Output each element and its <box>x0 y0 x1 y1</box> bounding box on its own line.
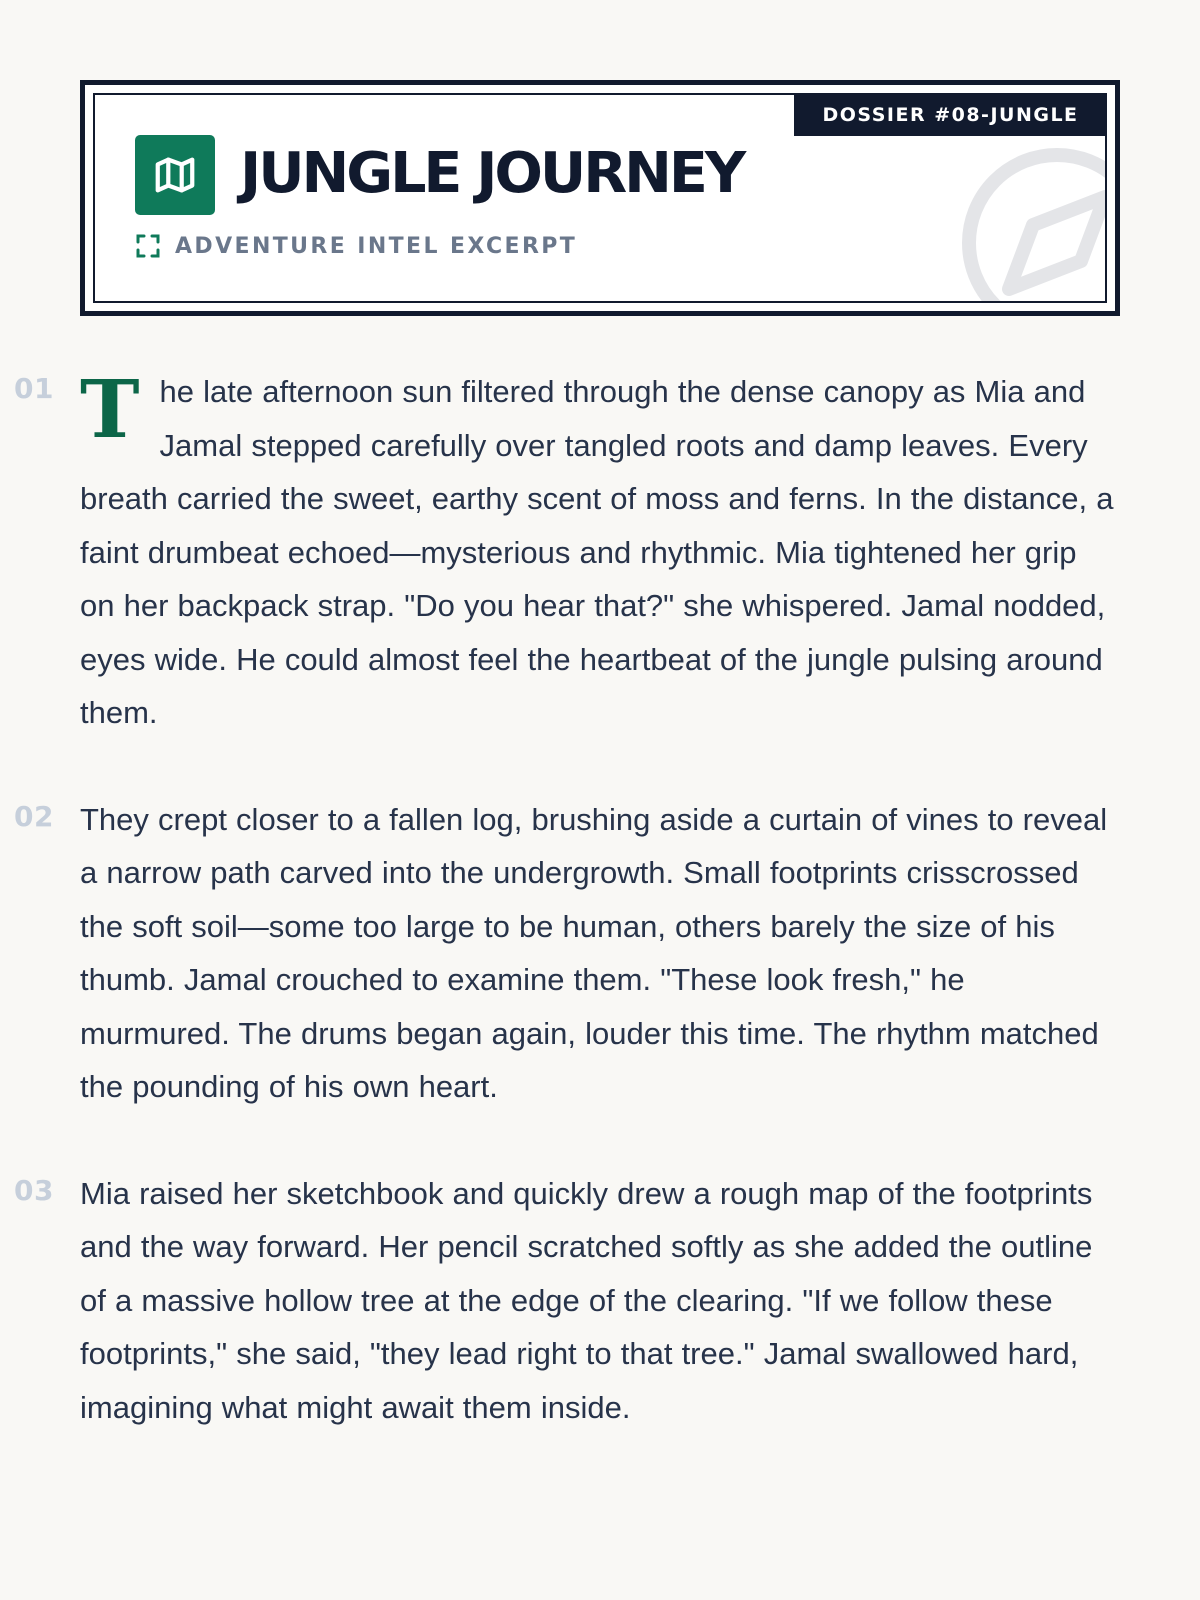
dossier-header-inner-frame <box>93 93 1107 303</box>
drop-cap: T <box>80 362 140 456</box>
subtitle-text: ADVENTURE INTEL EXCERPT <box>175 233 578 259</box>
page-title: JUNGLE JOURNEY <box>240 141 744 206</box>
map-icon <box>152 152 198 198</box>
paragraph-body: he late afternoon sun filtered through the dense canopy as Mia and Jamal stepped carefully over tangled roots and damp leaves. Every breath carried the sweet, earthy scent of moss and ferns. In the distance, a faint drumbeat echoed—mysterious and rhythmic. Mia tightened her grip on her backpack strap. "Do you hear that?" she whispered. Jamal nodded, eyes wide. He could almost feel the heartbeat of the jungle pulsing around them. <box>80 374 1114 730</box>
paragraph-text: They crept closer to a fallen log, brushing aside a curtain of vines to reveal a narrow path carved into the undergrowth. Small footprints crisscrossed the soft soil—some too large to be human, others barely the size of his thumb. Jamal crouched to examine them. "These look fresh," he murmured. The drums began again, louder this time. The rhythm matched the pounding of his own heart. <box>80 801 1108 1104</box>
paragraph-block <box>0 1167 1200 1435</box>
paragraph-number: 01 <box>14 372 54 405</box>
paragraph-text: Mia raised her sketchbook and quickly drew a rough map of the footprints and the way forward. Her pencil scratched softly as she added the outline of a massive hollow tree at the edge of the clearing. "If we follow these footprints," she said, "they lead right to that tree." Jamal swallowed hard, imagining what might await them inside. <box>80 1175 1093 1425</box>
compass-icon <box>957 143 1107 303</box>
subtitle-row <box>135 231 577 261</box>
paragraph-number: 03 <box>14 1173 54 1207</box>
story-excerpt <box>0 362 1200 1487</box>
paragraph-number: 02 <box>14 799 54 833</box>
map-badge <box>135 135 215 215</box>
dossier-header-card <box>80 80 1120 316</box>
scan-frame-icon <box>135 233 161 259</box>
paragraph-block <box>0 362 1200 740</box>
paragraph-block <box>0 793 1200 1114</box>
dossier-tag: DOSSIER #08-JUNGLE <box>794 93 1107 136</box>
paragraph-text <box>80 362 1120 740</box>
